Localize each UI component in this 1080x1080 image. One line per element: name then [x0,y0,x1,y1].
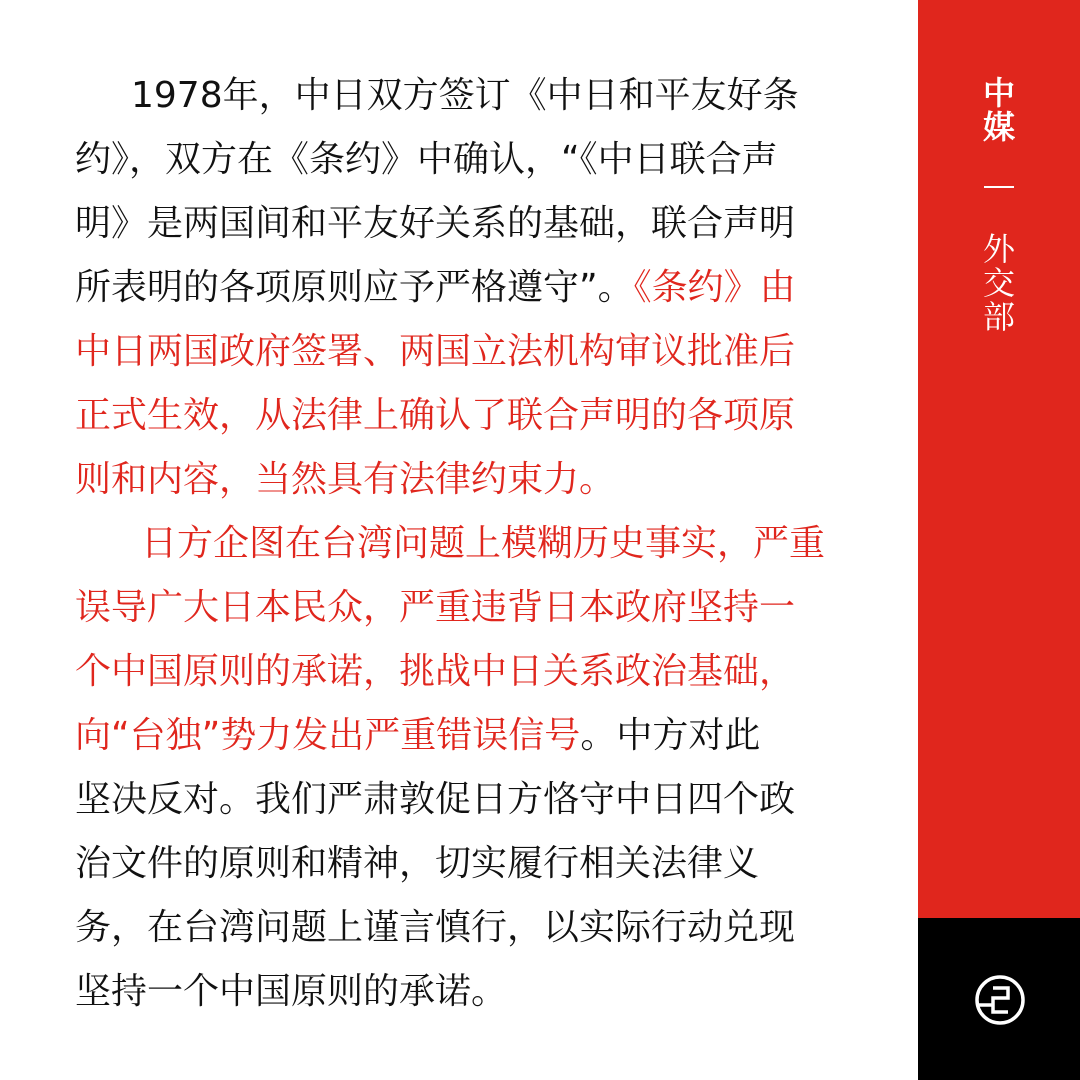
line-11-seg-1: 向“台独”势力发出严重错误信号 [75,715,581,756]
article-line-15 [75,960,507,1024]
sidebar-label-bu: 部 [982,298,1015,336]
line-10-seg-1: 个中国原则的承诺，挑战中日关系政治基础， [75,651,796,692]
article-line-1 [131,64,799,128]
sidebar-label-mei: 媒 [982,108,1015,146]
article-line-5 [75,320,795,384]
circle-logo-icon [974,974,1026,1026]
article-line-12 [75,768,795,832]
article-line-10 [75,640,795,704]
line-15-seg-1: 坚持一个中国原则的承诺。 [75,971,508,1012]
line-7-seg-1: 则和内容，当然具有法律约束力。 [75,459,616,500]
article-line-11 [75,704,760,768]
article-line-8 [141,512,825,576]
article-line-9 [75,576,795,640]
line-4-seg-1: 所表明的各项原则应予严格遵守”。 [75,267,634,308]
line-8-seg-1: 日方企图在台湾问题上模糊历史事实，严重 [141,523,826,564]
sidebar-label-wai: 外 [982,230,1015,268]
line-6-seg-1: 正式生效，从法律上确认了联合声明的各项原 [75,395,796,436]
line-3-seg-1: 明》是两国间和平友好关系的基础，联合声明 [75,203,796,244]
line-2-seg-1: 约》，双方在《条约》中确认，“《中日联合声 [75,139,778,180]
article-line-3 [75,192,795,256]
line-13-seg-1: 治文件的原则和精神，切实履行相关法律义 [75,843,760,884]
article-line-13 [75,832,759,896]
line-14-seg-1: 务，在台湾问题上谨言慎行，以实际行动兑现 [75,907,796,948]
article-line-4 [75,256,796,320]
sidebar-label-jiao: 交 [982,264,1015,302]
article-line-6 [75,384,795,448]
line-12-seg-1: 坚决反对。我们严肃敦促日方恪守中日四个政 [75,779,796,820]
article-line-14 [75,896,795,960]
logo-block [918,918,1080,1080]
red-sidebar [918,0,1080,918]
line-9-seg-1: 误导广大日本民众，严重违背日本政府坚持一 [75,587,796,628]
article-line-2 [75,128,778,192]
article-line-7 [75,448,615,512]
line-5-seg-1: 中日两国政府签署、两国立法机构审议批准后 [75,331,796,372]
line-11-seg-2: 。中方对此 [580,715,761,756]
sidebar-label-zhong: 中 [982,74,1015,112]
line-1-seg-1: 1978年，中日双方签订《中日和平友好条 [131,75,799,116]
line-4-seg-2: 《条约》由 [633,267,796,308]
sidebar-divider [984,186,1014,188]
